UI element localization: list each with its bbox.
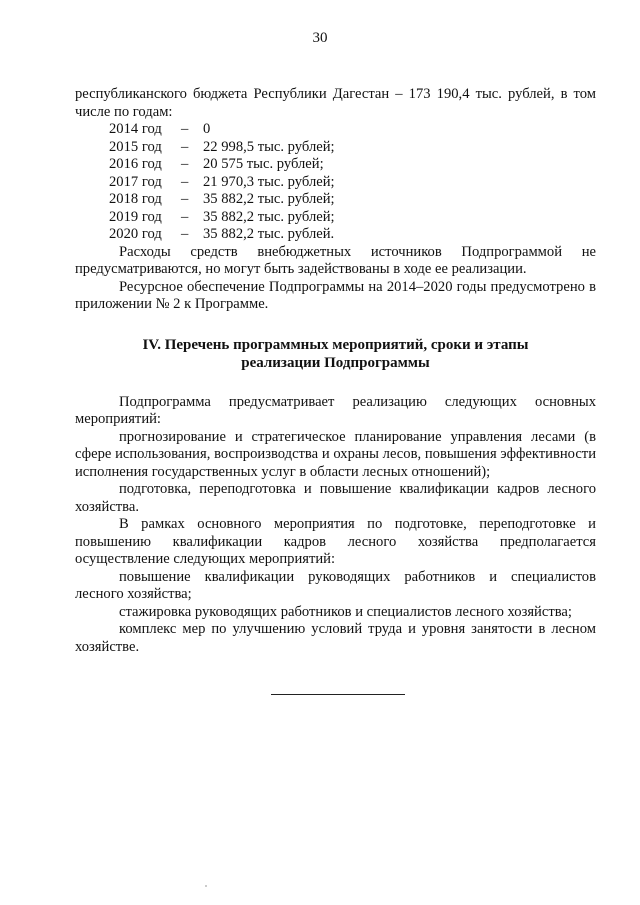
section-heading-line-1: IV. Перечень программных мероприятий, сроки и этапы (142, 336, 529, 353)
body-paragraph: прогнозирование и стратегическое планирование управления лесами (в сфере использования, воспроизводства и охраны лесов, повышения эффективности исполнения государственных услуг в области лесных отношений); (75, 428, 596, 480)
year-label: 2016 год (109, 156, 162, 172)
year-amount: 0 (203, 121, 211, 137)
body-paragraph: стажировка руководящих работников и специалистов лесного хозяйства; (119, 603, 572, 620)
year-amount: 35 882,2 тыс. рублей; (203, 191, 335, 207)
year-label: 2020 год (109, 226, 162, 242)
section-heading (75, 336, 596, 372)
year-amount: 22 998,5 тыс. рублей; (203, 138, 335, 155)
year-dash: – (181, 226, 189, 242)
year-row (109, 174, 596, 192)
resource-paragraph: Ресурсное обеспечение Подпрограммы на 2014–2020 годы предусмотрено в приложении № 2 к Программе. (75, 278, 596, 312)
page-number: 30 (312, 30, 328, 46)
year-dash: – (181, 173, 189, 190)
year-row (109, 191, 596, 209)
body-paragraph: Подпрограмма предусматривает реализацию следующих основных мероприятий: (75, 393, 596, 427)
body-paragraph: В рамках основного мероприятия по подготовке, переподготовке и повышению квалификации кадров лесного хозяйства предполагается осуществление следующих мероприятий: (75, 516, 596, 567)
year-amount: 35 882,2 тыс. рублей; (203, 208, 335, 225)
year-dash: – (181, 156, 189, 172)
year-label: 2015 год (109, 138, 162, 155)
section-heading-line-2: реализации Подпрограммы (241, 354, 430, 371)
year-amount: 21 970,3 тыс. рублей; (203, 173, 335, 190)
year-row (109, 139, 596, 157)
year-row (109, 226, 596, 244)
year-label: 2014 год (109, 121, 162, 137)
yearly-funding-list (75, 121, 596, 244)
year-label: 2019 год (109, 208, 162, 225)
year-row (109, 209, 596, 227)
year-dash: – (181, 121, 189, 137)
year-row (109, 156, 596, 174)
extrabudget-paragraph: Расходы средств внебюджетных источников Подпрограммой не предусматриваются, но могут быть задействованы в ходе ее реализации. (75, 243, 596, 277)
body-paragraph: повышение квалификации руководящих работников и специалистов лесного хозяйства; (75, 568, 596, 602)
year-label: 2017 год (109, 173, 162, 190)
year-amount: 20 575 тыс. рублей; (203, 156, 324, 172)
year-dash: – (181, 138, 189, 155)
year-label: 2018 год (109, 191, 162, 207)
year-row (109, 121, 596, 139)
body-paragraph: подготовка, переподготовка и повышение квалификации кадров лесного хозяйства. (75, 481, 596, 515)
year-dash: – (181, 191, 189, 207)
year-dash: – (181, 208, 189, 225)
year-amount: 35 882,2 тыс. рублей. (203, 226, 335, 242)
intro-paragraph: республиканского бюджета Республики Дагестан – 173 190,4 тыс. рублей, в том числе по годам: (75, 86, 596, 120)
end-rule (271, 694, 405, 695)
page-content (75, 86, 596, 656)
body-paragraph: комплекс мер по улучшению условий труда и уровня занятости в лесном хозяйстве. (75, 621, 596, 655)
scan-speck (205, 885, 207, 887)
